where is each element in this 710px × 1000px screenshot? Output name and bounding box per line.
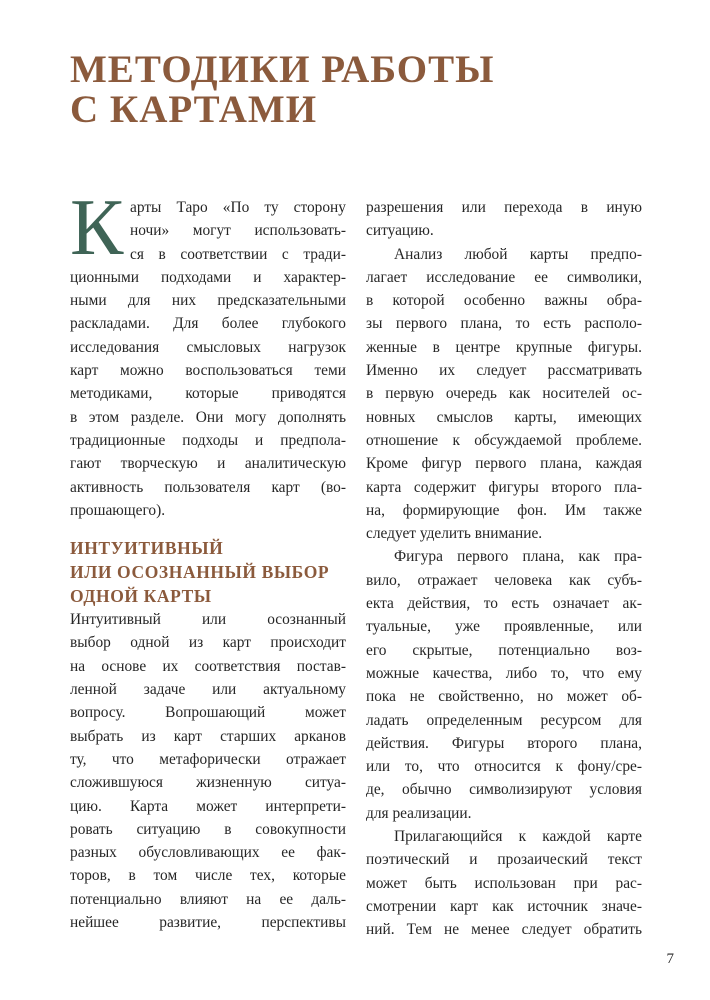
right-line: зы первого плана, то есть располо-	[366, 315, 642, 333]
right-line: может быть использован при рас-	[366, 874, 642, 892]
page-title	[70, 50, 650, 130]
right-line: действия. Фигуры второго плана,	[366, 734, 642, 752]
page-title-line: МЕТОДИКИ РАБОТЫ	[70, 48, 495, 91]
intro-line: арты Таро «По ту сторону	[130, 199, 346, 216]
right-line: в первую очередь как носителей ос-	[366, 385, 642, 403]
right-line: лагает исследование ее символики,	[366, 268, 642, 286]
right-column	[366, 196, 642, 942]
section-line: потенциально влияют на ее даль-	[70, 890, 346, 908]
intro-line: прошающего).	[70, 501, 166, 519]
right-line: карта содержит фигуры второго пла-	[366, 478, 642, 496]
section-line: выбор одной из карт происходит	[70, 634, 346, 652]
right-line: следует уделить внимание.	[366, 525, 543, 543]
section-line: ровать ситуацию в совокупности	[70, 820, 346, 838]
section-line: вопросу. Вопрошающий может	[70, 704, 346, 722]
right-line: на, формирующие фон. Им также	[366, 501, 642, 519]
right-line: екта действия, то есть означает ак-	[366, 595, 642, 613]
section-paragraph	[70, 608, 346, 934]
right-line: его скрытые, потенциально воз-	[366, 641, 642, 659]
intro-line: ся в соответствии с тради-	[130, 245, 346, 263]
right-line: новных смыслов карты, имеющих	[366, 408, 642, 426]
intro-line: активность пользователя карт (во-	[70, 478, 346, 496]
right-line: пока не свойственно, но может об-	[366, 688, 642, 706]
right-line: Кроме фигур первого плана, каждая	[366, 455, 642, 473]
right-line: смотрении карт как источник значе-	[366, 897, 642, 915]
intro-line: гают творческую и аналитическую	[70, 455, 346, 473]
right-line: Фигура первого плана, как пра-	[394, 548, 642, 566]
right-line: можные качества, либо то, что ему	[366, 664, 642, 682]
right-line: разрешения или перехода в иную	[366, 199, 642, 216]
right-line: Анализ любой карты предпо-	[394, 245, 642, 263]
section-line: на основе их соответствия постав-	[70, 657, 346, 675]
right-line: де, обычно символизируют условия	[366, 781, 642, 799]
section-line: ту, что метафорически отражает	[70, 750, 346, 768]
page-number: 7	[666, 951, 674, 967]
section-heading	[70, 536, 346, 608]
page-title-line: С КАРТАМИ	[70, 88, 318, 131]
right-line: ладать определенным ресурсом для	[366, 711, 642, 729]
drop-cap: К	[70, 184, 124, 272]
section-line: сложившуюся жизненную ситуа-	[70, 774, 346, 792]
intro-line: ными для них предсказательными	[70, 292, 346, 310]
section-heading-line: ИЛИ ОСОЗНАННЫЙ ВЫБОР	[70, 562, 330, 583]
intro-line: ночи» могут использовать-	[130, 222, 346, 240]
intro-line: ционными подходами и характер-	[70, 268, 346, 286]
right-line: ний. Тем не менее следует обратить	[366, 921, 642, 939]
right-line: для реализации.	[366, 804, 472, 822]
intro-line: раскладами. Для более глубокого	[70, 315, 346, 333]
right-line: отношение к обсуждаемой проблеме.	[366, 431, 642, 449]
intro-line: карт можно воспользоваться теми	[70, 362, 346, 380]
section-line: торов, в том числе тех, которые	[70, 867, 346, 885]
section-line: разных обусловливающих ее фак-	[70, 844, 346, 862]
intro-line: традиционные подходы и предпола-	[70, 431, 346, 449]
section-line: выбрать из карт старших арканов	[70, 727, 346, 745]
section-heading-line: ОДНОЙ КАРТЫ	[70, 586, 212, 607]
right-line: Именно их следует рассматривать	[366, 362, 642, 380]
right-column-text	[366, 196, 642, 942]
section-line: цию. Карта может интерпрети-	[70, 797, 346, 815]
right-line: Прилагающийся к каждой карте	[394, 828, 642, 846]
section-line: нейшее развитие, перспективы	[70, 914, 346, 932]
right-line: вило, отражает человека как субъ-	[366, 571, 642, 589]
intro-line: исследования смысловых нагрузок	[70, 338, 346, 356]
right-line: ситуацию.	[366, 222, 434, 240]
right-line: поэтический и прозаический текст	[366, 851, 642, 869]
intro-paragraph	[70, 184, 346, 522]
section-line: Интуитивный или осознанный	[70, 611, 346, 629]
right-line: или то, что относится к фону/сре-	[366, 758, 642, 776]
section-line: ленной задаче или актуальному	[70, 681, 346, 699]
section-heading-line: ИНТУИТИВНЫЙ	[70, 538, 224, 559]
intro-line: в этом разделе. Они могу дополнять	[70, 408, 346, 426]
right-line: в которой особенно важны обра-	[366, 292, 642, 310]
right-line: туальные, уже проявленные, или	[366, 618, 642, 636]
left-column	[70, 184, 346, 934]
intro-line: методиками, которые приводятся	[70, 385, 346, 403]
right-line: женные в центре крупные фигуры.	[366, 338, 642, 356]
